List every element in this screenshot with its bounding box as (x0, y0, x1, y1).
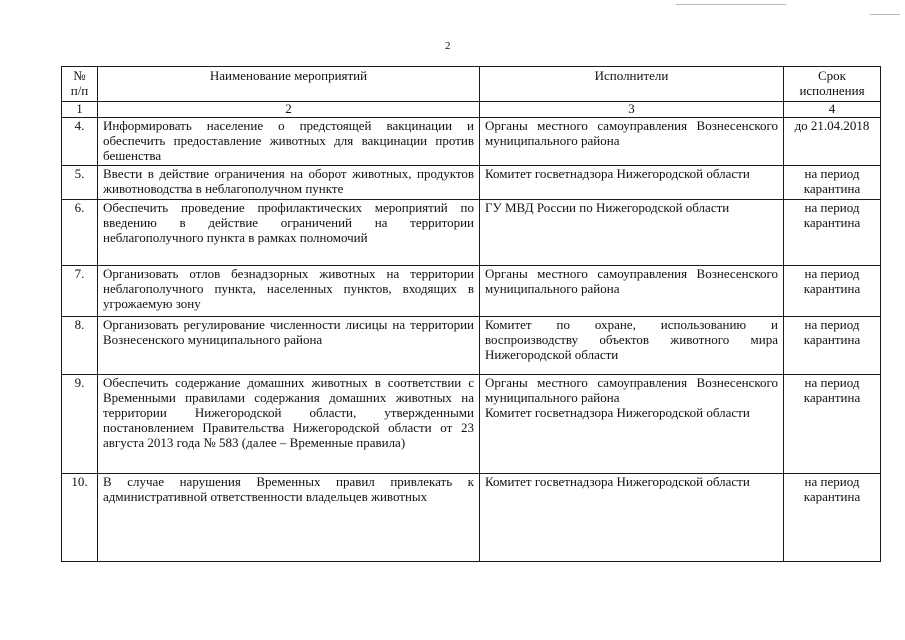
deadline: до 21.04.2018 (784, 118, 881, 166)
executor-cell (480, 375, 784, 474)
column-number: 3 (480, 102, 784, 118)
column-number: 4 (784, 102, 881, 118)
deadline: на период карантина (784, 375, 881, 474)
row-number: 9. (62, 375, 98, 474)
header-name: Наименование мероприятий (98, 67, 480, 102)
executor: Комитет госветнадзора Нижегородской области (480, 166, 784, 200)
measures-table (61, 66, 881, 562)
executor: Комитет госветнадзора Нижегородской области (485, 405, 750, 420)
row-number: 5. (62, 166, 98, 200)
deadline: на период карантина (784, 166, 881, 200)
scan-artifact-line (870, 14, 900, 15)
executor: ГУ МВД России по Нижегородской области (480, 200, 784, 266)
executor: Комитет госветнадзора Нижегородской области (480, 474, 784, 562)
measure-name: Информировать население о предстоящей вакцинации и обеспечить предоставление животных для вакцинации против бешенства (98, 118, 480, 166)
row-number: 7. (62, 266, 98, 317)
header-executors: Исполнители (480, 67, 784, 102)
deadline: на период карантина (784, 200, 881, 266)
scan-artifact-line (676, 4, 786, 5)
table-row (62, 200, 881, 266)
table-row (62, 474, 881, 562)
column-number: 2 (98, 102, 480, 118)
measure-name: Организовать отлов безнадзорных животных на территории неблагополучного пункта, населенных пунктов, входящих в угрожаемую зону (98, 266, 480, 317)
executor: Комитет по охране, использованию и воспроизводству объектов животного мира Нижегородской области (480, 317, 784, 375)
row-number: 10. (62, 474, 98, 562)
column-number: 1 (62, 102, 98, 118)
header-num: № п/п (62, 67, 98, 102)
table-row (62, 118, 881, 166)
executor: Органы местного самоуправления Вознесенского муниципального района (480, 118, 784, 166)
deadline: на период карантина (784, 474, 881, 562)
header-term: Срок исполнения (784, 67, 881, 102)
executor: Органы местного самоуправления Вознесенского муниципального района (480, 266, 784, 317)
measure-name: Ввести в действие ограничения на оборот животных, продуктов животноводства в неблагополучном пункте (98, 166, 480, 200)
deadline: на период карантина (784, 266, 881, 317)
table-header-row (62, 67, 881, 102)
deadline: на период карантина (784, 317, 881, 375)
row-number: 8. (62, 317, 98, 375)
table-row (62, 375, 881, 474)
measure-name: Организовать регулирование численности лисицы на территории Вознесенского муниципального района (98, 317, 480, 375)
table-row (62, 266, 881, 317)
table-row (62, 166, 881, 200)
page-number: 2 (445, 40, 451, 52)
row-number: 4. (62, 118, 98, 166)
measure-name: Обеспечить содержание домашних животных в соответствии с Временными правилами содержания домашних животных на территории Нижегородской области, утвержденными постановлением Правительства Нижегородской области от 23 августа 2013 года № 583 (далее – Временные правила) (98, 375, 480, 474)
measure-name: В случае нарушения Временных правил привлекать к административной ответственности владельцев животных (98, 474, 480, 562)
table-row (62, 317, 881, 375)
measure-name: Обеспечить проведение профилактических мероприятий по введению в действие ограничений на территории неблагополучного пункта в рамках полномочий (98, 200, 480, 266)
row-number: 6. (62, 200, 98, 266)
column-number-row (62, 102, 881, 118)
executor: Органы местного самоуправления Вознесенского муниципального района (485, 375, 778, 405)
